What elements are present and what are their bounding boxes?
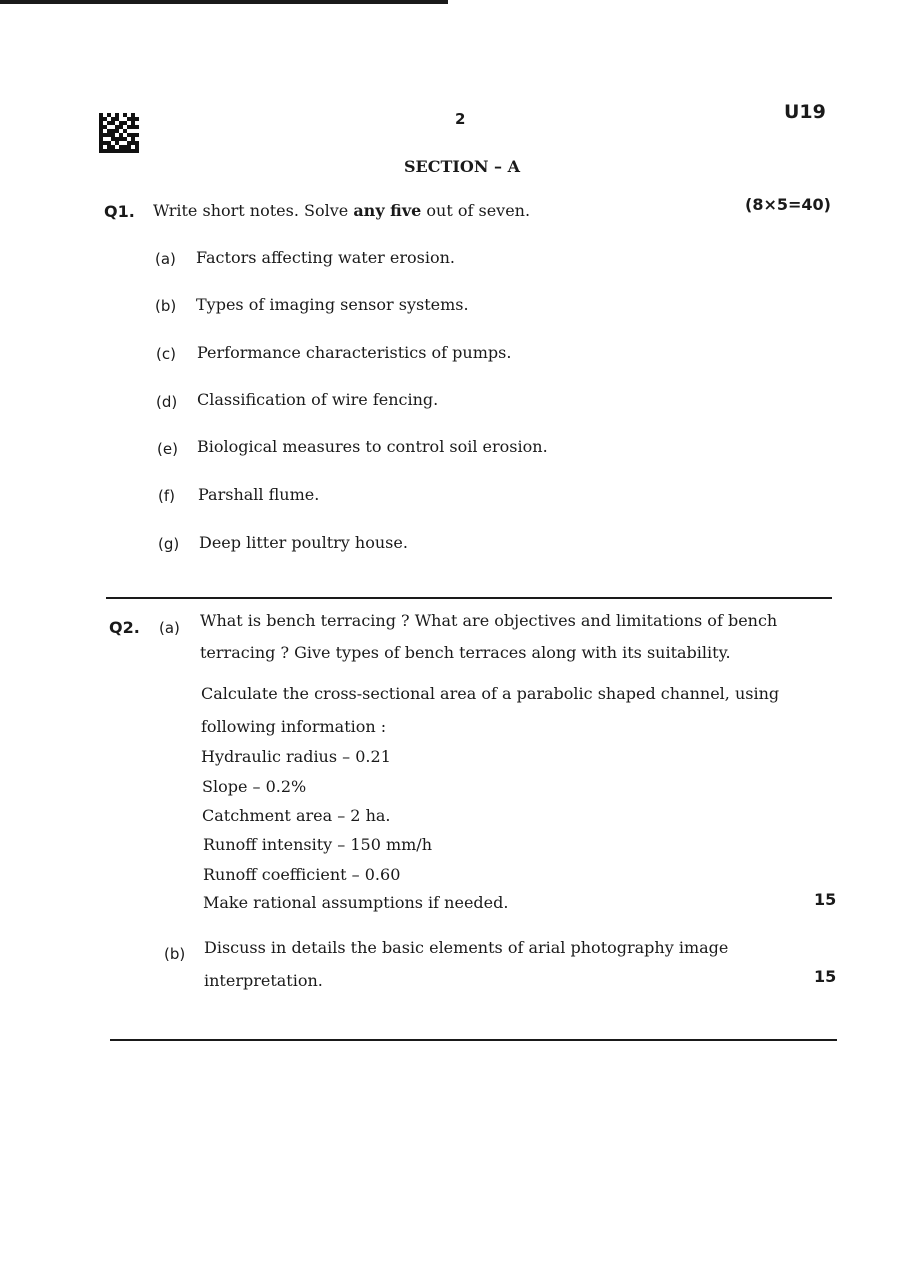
page-number: 2 <box>455 110 466 128</box>
section-title: SECTION – A <box>404 157 520 176</box>
q1-item-text: Biological measures to control soil erosion. <box>197 437 548 456</box>
q1-item-label: (g) <box>158 535 180 553</box>
q2b-marks: 15 <box>814 967 837 986</box>
top-border-rule <box>0 0 448 4</box>
q2a-text-line: What is bench terracing ? What are objectives and limitations of bench <box>200 611 778 630</box>
q2a-calc-line: following information : <box>201 717 387 736</box>
q1-item-text: Factors affecting water erosion. <box>196 248 456 267</box>
datamatrix-barcode-icon <box>99 113 139 153</box>
q2a-data-line: Hydraulic radius – 0.21 <box>201 747 391 766</box>
q2a-data-line: Runoff intensity – 150 mm/h <box>203 835 432 854</box>
question-number-q1: Q1. <box>104 202 135 221</box>
q2a-data-line: Runoff coefficient – 0.60 <box>203 865 401 884</box>
q1-item-label: (a) <box>155 250 176 268</box>
q1-item-text: Classification of wire fencing. <box>197 390 439 409</box>
question-number-q2: Q2. <box>109 618 140 637</box>
q1-marks: (8×5=40) <box>745 195 831 214</box>
q1-item-text: Types of imaging sensor systems. <box>196 295 469 314</box>
q2a-data-line: Slope – 0.2% <box>202 777 307 796</box>
section-divider <box>110 1039 837 1041</box>
q1-item-text: Parshall flume. <box>198 485 320 504</box>
q2a-data-line: Catchment area – 2 ha. <box>202 806 391 825</box>
q1-item-label: (e) <box>157 440 178 458</box>
paper-code: U19 <box>784 101 826 123</box>
q2a-marks: 15 <box>814 890 837 909</box>
section-divider <box>106 597 832 599</box>
q1-item-label: (b) <box>155 297 177 315</box>
q2a-text-line: terracing ? Give types of bench terraces along with its suitability. <box>200 643 731 662</box>
q1-item-label: (d) <box>156 393 178 411</box>
q2b-text-line: interpretation. <box>204 971 323 990</box>
q1-instruction: Write short notes. Solve any five out of seven. <box>153 201 531 220</box>
q1-item-text: Deep litter poultry house. <box>199 533 408 552</box>
q1-item-label: (c) <box>156 345 176 363</box>
q2b-text-line: Discuss in details the basic elements of arial photography image <box>204 938 729 957</box>
q2a-data-line: Make rational assumptions if needed. <box>203 893 509 912</box>
q2-part-label: (b) <box>164 945 186 963</box>
q1-item-text: Performance characteristics of pumps. <box>197 343 512 362</box>
q1-item-label: (f) <box>158 487 175 505</box>
q2a-calc-line: Calculate the cross-sectional area of a parabolic shaped channel, using <box>201 684 780 703</box>
q2-part-label: (a) <box>159 619 180 637</box>
